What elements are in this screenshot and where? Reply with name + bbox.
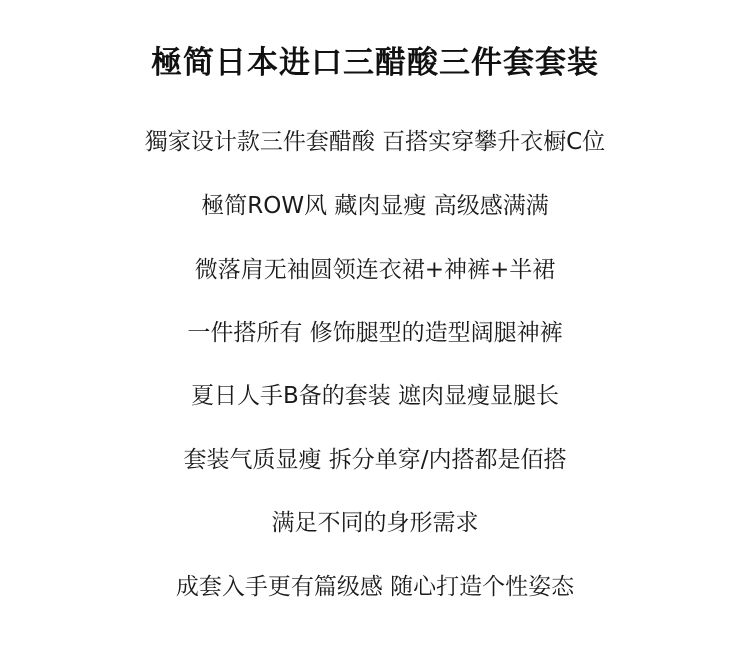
feature-line: 夏日人手B备的套装 遮肉显瘦显腿长 xyxy=(190,383,560,409)
feature-line: 满足不同的身形需求 xyxy=(271,510,479,536)
feature-line: 獨家设计款三件套醋酸 百搭实穿攀升衣橱C位 xyxy=(144,129,606,155)
page-title: 極简日本进口三醋酸三件套套装 xyxy=(151,44,599,81)
feature-line: 成套入手更有篇级感 随心打造个性姿态 xyxy=(175,574,575,600)
feature-line: 極简ROW风 藏肉显瘦 高级感满满 xyxy=(201,193,549,219)
feature-line: 微落肩无袖圆领连衣裙+神裤+半裙 xyxy=(194,257,556,283)
feature-line: 套装气质显瘦 拆分单穿/内搭都是佰搭 xyxy=(183,447,567,473)
feature-line: 一件搭所有 修饰腿型的造型阔腿神裤 xyxy=(187,320,563,346)
